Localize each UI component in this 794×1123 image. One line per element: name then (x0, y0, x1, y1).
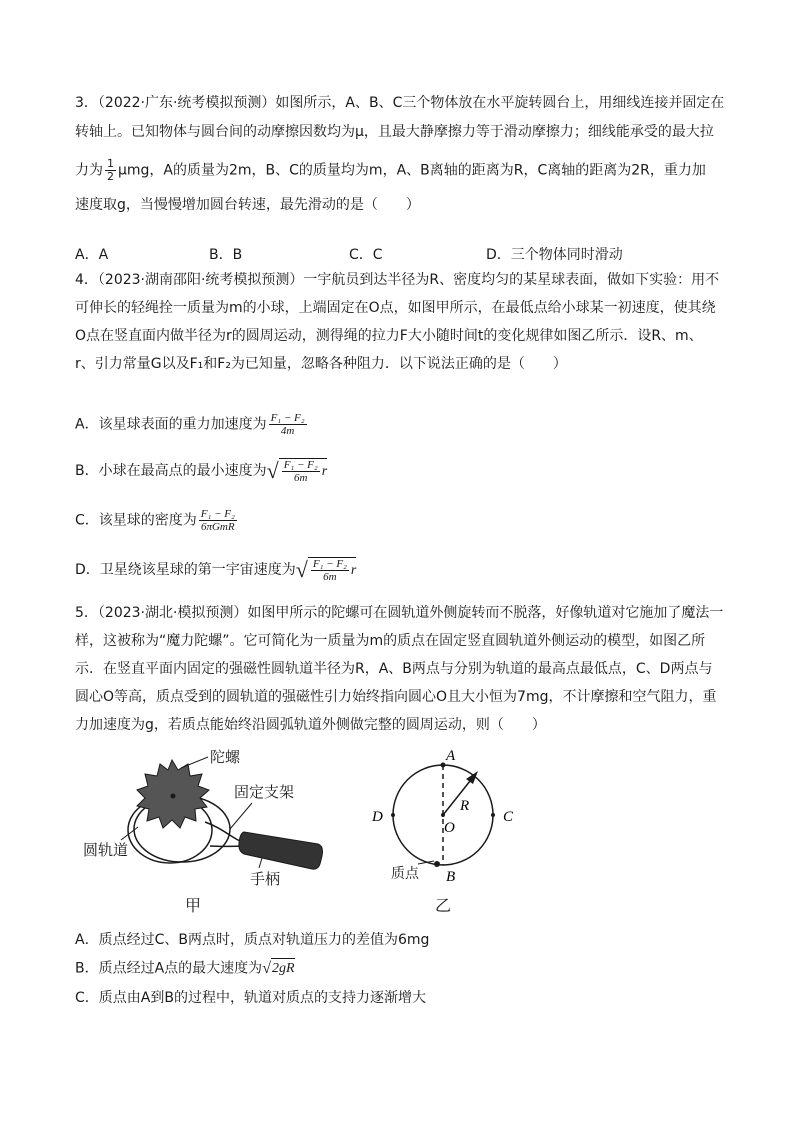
q5-line-4: 圆心O等高，质点受到的圆轨道的强磁性引力始终指向圆心O且大小恒为7mg，不计摩擦和空气阻力，重 (75, 689, 717, 705)
q5-line-3: 示．在竖直平面内固定的强磁性圆轨道半径为R，A、B两点与分别为轨道的最高点最低点，C、D两点与 (75, 661, 713, 677)
figure-yi (371, 748, 514, 915)
q4-line-1: 4．（2023·湖南邵阳·统考模拟预测）一宇航员到达半径为R、密度均匀的某星球表面，做如下实验：用不 (75, 272, 720, 288)
radical-icon: √ (266, 458, 279, 483)
point-o (441, 813, 445, 817)
q3-line-2: 转轴上。已知物体与圆台间的动摩擦因数均为μ，且最大静摩擦力等于滑动摩擦力；细线能承受的最大拉 (75, 124, 714, 140)
q3-option-d: D．三个物体同时滑动 (486, 247, 623, 263)
q3-fraction-den: 2 (107, 170, 114, 183)
q5-option-a: A．质点经过C、B两点时，质点对轨道压力的差值为6mg (75, 932, 430, 948)
q5-line-1: 5．（2023·湖北·模拟预测）如图甲所示的陀螺可在圆轨道外侧旋转而不脱落，好像轨道对它施加了魔法一 (75, 605, 724, 621)
q4-line-2: 可伸长的轻绳拴一质量为m的小球，上端固定在O点，如图甲所示，在最低点给小球某一初速度，使其绕 (75, 300, 716, 316)
caption-yi: 乙 (435, 896, 452, 915)
q4-line-4: r、引力常量G以及F₁和F₂为已知量，忽略各种阻力．以下说法正确的是（ ） (75, 356, 567, 372)
q5-option-b-text: B．质点经过A点的最大速度为 (75, 960, 263, 977)
q4-option-b-num: F₁ − F₂ (283, 459, 318, 471)
label-bracket: 固定支架 (234, 783, 295, 801)
label-track: 圆轨道 (83, 841, 129, 859)
q4-option-a-num: F₁ − F₂ (270, 412, 305, 424)
q5-line-2: 样，这被称为“魔力陀螺”。它可简化为一质量为m的质点在固定竖直圆轨道外侧运动的模型，如图乙所 (75, 633, 706, 649)
q3-option-b: B．B (209, 247, 243, 263)
handle-leader (259, 858, 262, 868)
label-c: C (503, 809, 514, 825)
q4-option-d-tail: r (350, 562, 357, 578)
q3-fraction-num: 1 (107, 157, 114, 170)
q5-option-b (75, 958, 295, 979)
figure-jia (83, 748, 323, 915)
gyro-center (171, 794, 176, 799)
q3-option-a: A．A (75, 247, 109, 263)
caption-jia: 甲 (185, 896, 202, 915)
q3-line-1: 3．（2022·广东·统考模拟预测）如图所示，A、B、C三个物体放在水平旋转圆台上，用细线连接并固定在 (75, 95, 725, 111)
label-b: B (446, 869, 456, 885)
q3-option-c: C．C (349, 247, 383, 263)
q4-option-b-den: 6m (293, 472, 308, 484)
particle-dot (434, 861, 440, 867)
label-a: A (446, 748, 456, 764)
radical-icon: √ (295, 557, 308, 582)
handle-icon (239, 832, 323, 869)
q4-line-3: O点在竖直面内做半径为r的圆周运动，测得绳的拉力F大小随时间t的变化规律如图乙所示．设R、m、 (75, 328, 703, 344)
label-d: D (372, 809, 383, 825)
q4-option-b-text: B．小球在最高点的最小速度为 (75, 463, 267, 479)
q5-option-b-sqrt (262, 958, 294, 979)
label-r: R (460, 798, 470, 814)
q3-line-4: 速度取g，当慢慢增加圆台转速，最先滑动的是（ ） (75, 197, 420, 213)
q5-option-c: C．质点由A到B的过程中，轨道对质点的支持力逐渐增大 (75, 990, 426, 1006)
q5-option-b-root: 2gR (271, 958, 295, 979)
radical-icon: √ (262, 959, 271, 977)
q3-line-3-pre: 力为 (75, 162, 103, 179)
label-o: O (444, 820, 455, 836)
q3-line-3-post: μmg，A的质量为2m，B、C的质量均为m，A、B离轴的距离为R，C离轴的距离为2R，重力加 (118, 162, 706, 179)
bracket-leader (230, 803, 252, 829)
point-a (441, 763, 446, 768)
label-gyro: 陀螺 (210, 748, 241, 766)
point-c (491, 813, 495, 817)
radius-arrow-line (443, 776, 474, 815)
q4-option-d-den: 6m (323, 571, 337, 583)
q4-option-c-den: 6πGmR (200, 521, 235, 533)
q4-option-d-text: D．卫星绕该星球的第一宇宙速度为 (75, 562, 296, 578)
q5-line-5: 力加速度为g，若质点能始终沿圆弧轨道外侧做完整的圆周运动，则（ ） (75, 717, 546, 733)
q4-option-b-tail: r (321, 463, 328, 479)
label-particle: 质点 (391, 866, 419, 882)
point-d (391, 813, 395, 817)
gyro-leader (181, 757, 208, 768)
q4-option-a-text: A．该星球表面的重力加速度为 (75, 416, 267, 433)
label-handle: 手柄 (250, 870, 281, 888)
q4-option-d-num: F₁ − F₂ (312, 558, 347, 570)
q4-option-c-text: C．该星球的密度为 (75, 512, 197, 529)
q4-option-c-num: F₁ − F₂ (200, 508, 235, 520)
q4-option-a-den: 4m (280, 425, 295, 437)
